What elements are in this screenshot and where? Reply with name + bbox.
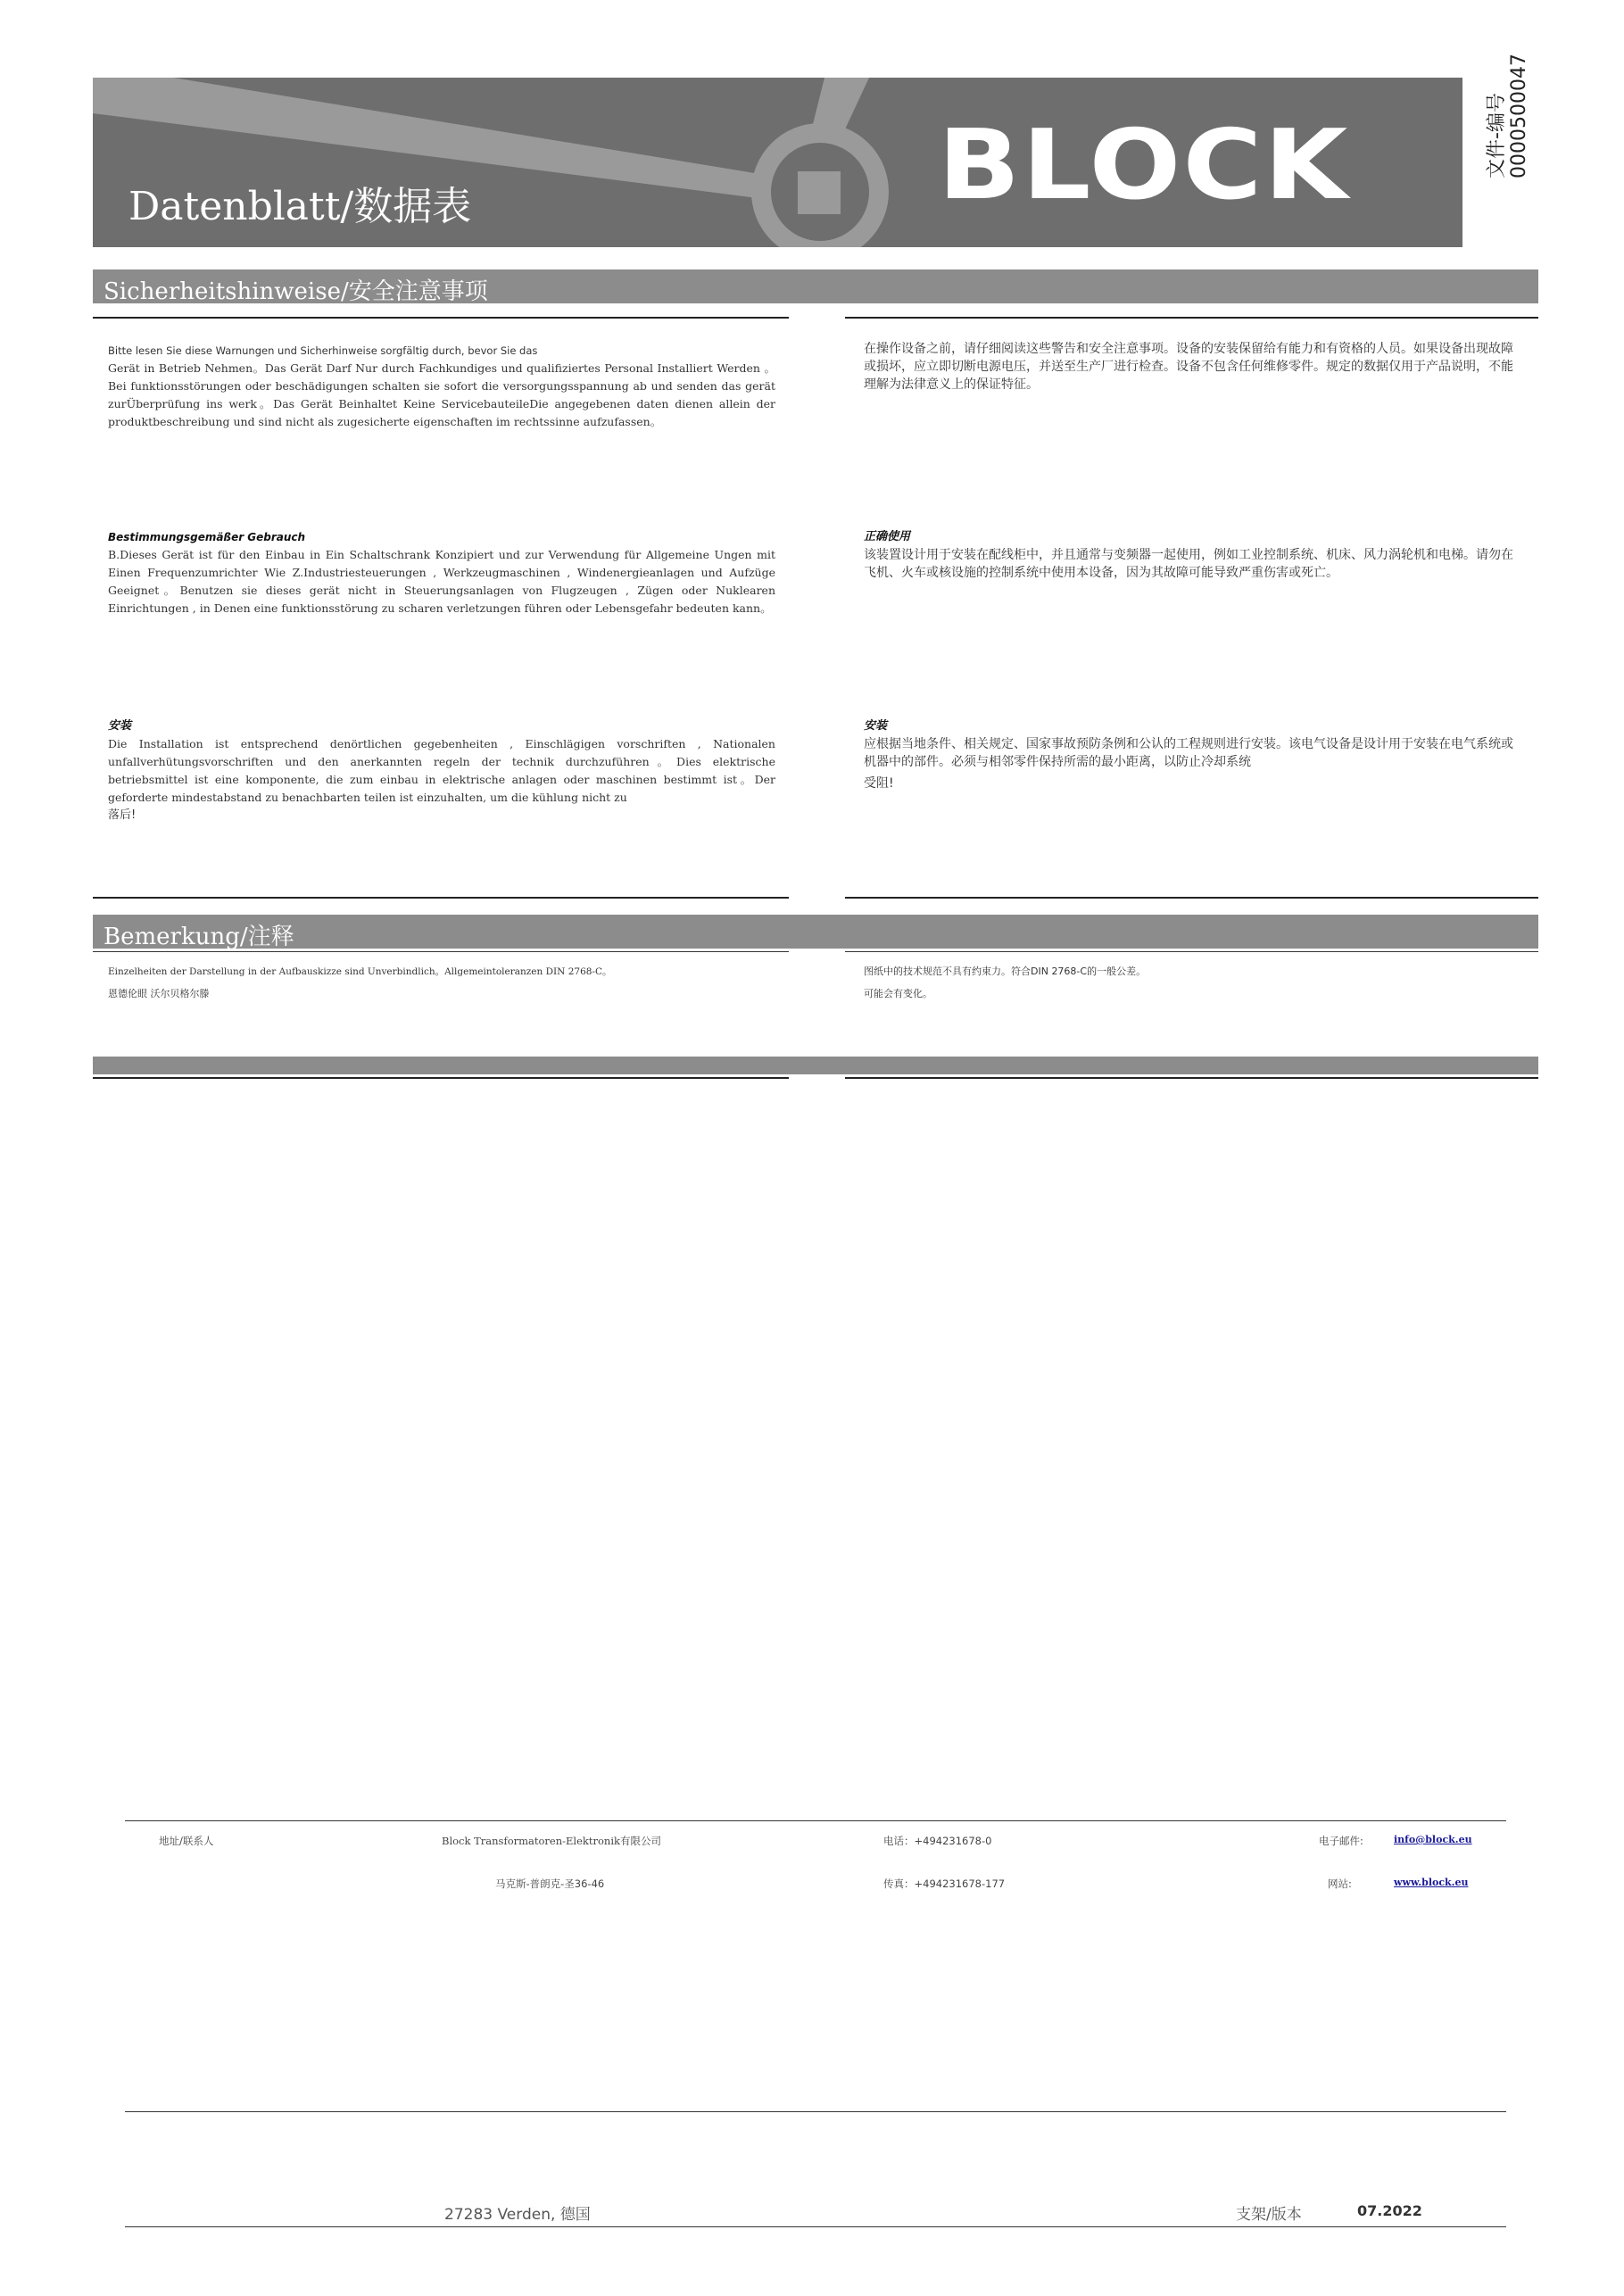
rule-remarks-right <box>845 951 1538 952</box>
header-banner <box>93 78 1462 247</box>
section-bar-remarks <box>93 915 1538 949</box>
intended-use-heading-cn: 正确使用 <box>864 530 911 543</box>
rule-end-left <box>93 1077 789 1079</box>
section-bar-safety <box>93 269 1538 303</box>
section-bar-empty <box>93 1057 1538 1074</box>
footer-rule-middle <box>125 2111 1506 2112</box>
footer-version: 07.2022 <box>1357 2202 1422 2219</box>
footer-street: 马克斯-普朗克-圣36-46 <box>495 1877 605 1890</box>
installation-de <box>108 717 775 825</box>
installation-tail-cn: 受阻! <box>864 776 894 791</box>
installation-body-de: Die Installation ist entsprechend denörtlichen gegebenheiten , Einschlägigen vorschriften , Nationalen unfallverhütungsvorschriften und den anerkannten regeln der technik durchzuführen。Dies elektrische betriebsmittel ist eine komponente, die zum einbau in elektrische anlagen oder maschinen bestimmt ist。Der geforderte mindestabstand zu benachbarten teilen ist einzuhalten, um die kühlung nicht zu <box>108 737 775 804</box>
rule-right-bottom <box>845 897 1538 899</box>
footer-company: Block Transformatoren-Elektronik有限公司 <box>442 1835 661 1847</box>
footer-city: 27283 Verden, 德国 <box>444 2206 591 2224</box>
footer-email-link[interactable]: info@block.eu <box>1394 1834 1472 1845</box>
intro-body-de: Gerät in Betrieb Nehmen。Das Gerät Darf Nur durch Fachkundiges und qualifiziertes Personal Installiert Werden 。Bei funktionsstörungen oder beschädigungen schalten sie sofort die versorgungsspannung ab und senden das gerät zurÜberprüfung ins werk。Das Gerät Beinhaltet Keine ServicebauteileDie angegebenen daten dienen allein der produktbeschreibung und sind nicht als zugesicherte eigenschaften im rechtssinne aufzufassen。 <box>108 361 775 428</box>
installation-cn <box>864 717 1524 792</box>
footer-phone: 电话：+494231678-0 <box>883 1835 992 1847</box>
footer-web-label: 网站: <box>1328 1877 1352 1890</box>
remarks-line1-de: Einzelheiten der Darstellung in der Aufbauskizze sind Unverbindlich。Allgemeintoleranzen DIN 2768-C。 <box>108 966 612 977</box>
rule-left-bottom <box>93 897 789 899</box>
remarks-line2-de: 恩德伦眼 沃尔贝格尔滕 <box>108 988 210 999</box>
intended-use-cn <box>864 528 1524 582</box>
intended-use-de <box>108 528 775 618</box>
document-number <box>1486 54 1531 178</box>
intended-use-body-cn: 该装置设计用于安装在配线柜中，并且通常与变频器一起使用，例如工业控制系统、机床、风力涡轮机和电梯。请勿在飞机、火车或核设施的控制系统中使用本设备，因为其故障可能导致严重伤害或死亡。 <box>864 548 1513 580</box>
section-title-remarks: Bemerkung/注释 <box>104 924 294 950</box>
document-number-value: 0000500047 <box>1508 54 1531 178</box>
footer-rule-bottom <box>125 2226 1506 2227</box>
remarks-line1-cn: 图纸中的技术规范不具有约束力。符合DIN 2768-C的一般公差。 <box>864 966 1147 977</box>
footer-web-link[interactable]: www.block.eu <box>1394 1877 1469 1888</box>
footer-email-label: 电子邮件: <box>1319 1835 1363 1847</box>
rule-left-top <box>93 317 789 319</box>
intended-use-body-de: B.Dieses Gerät ist für den Einbau in Ein Schaltschrank Konzipiert und zur Verwendung für Allgemeine Ungen mit Einen Frequenzumrichter Wie Z.Industriesteuerungen , Werkzeugmaschinen , Windenergieanlagen und Aufzüge Geeignet。Benutzen sie dieses gerät nicht in Steuerungsanlagen von Flugzeugen , Zügen oder Nuklearen Einrichtungen , in Denen eine funktionsstörung zu scharen verletzungen führen oder Lebensgefahr bedeuten kann。 <box>108 548 775 615</box>
rule-right-top <box>845 317 1538 319</box>
installation-heading-cn: 安装 <box>864 719 888 733</box>
installation-heading-de: 安装 <box>108 719 132 733</box>
document-number-label: 文件-编号 <box>1486 93 1508 178</box>
rule-end-right <box>845 1077 1538 1079</box>
installation-body-cn: 应根据当地条件、相关规定、国家事故预防条例和公认的工程规则进行安装。该电气设备是设计用于安装在电气系统或机器中的部件。必须与相邻零件保持所需的最小距离，以防止冷却系统 <box>864 737 1513 769</box>
intro-text-cn: 在操作设备之前，请仔细阅读这些警告和安全注意事项。设备的安装保留给有能力和有资格的人员。如果设备出现故障或损坏，应立即切断电源电压，并送至生产厂进行检查。设备不包含任何维修零件。规定的数据仅用于产品说明，不能理解为法律意义上的保证特征。 <box>864 342 1513 392</box>
installation-tail-de: 落后! <box>108 808 137 822</box>
footer-version-label: 支架/版本 <box>1236 2206 1302 2224</box>
rule-remarks-left <box>93 951 789 952</box>
remarks-line2-cn: 可能会有变化。 <box>864 988 932 999</box>
footer-fax: 传真：+494231678-177 <box>883 1877 1006 1890</box>
section-title-safety: Sicherheitshinweise/安全注意事项 <box>104 278 488 305</box>
block-logo: BLOCK <box>938 110 1350 221</box>
footer-address-label: 地址/联系人 <box>159 1835 214 1847</box>
intended-use-heading-de: Bestimmungsgemäßer Gebrauch <box>108 531 306 543</box>
footer-rule-top <box>125 1820 1506 1821</box>
page-title: Datenblatt/数据表 <box>128 184 472 229</box>
intro-first-line-de: Bitte lesen Sie diese Warnungen und Sicherhinweise sorgfältig durch, bevor Sie das <box>108 344 538 357</box>
intro-text-de <box>108 342 775 431</box>
